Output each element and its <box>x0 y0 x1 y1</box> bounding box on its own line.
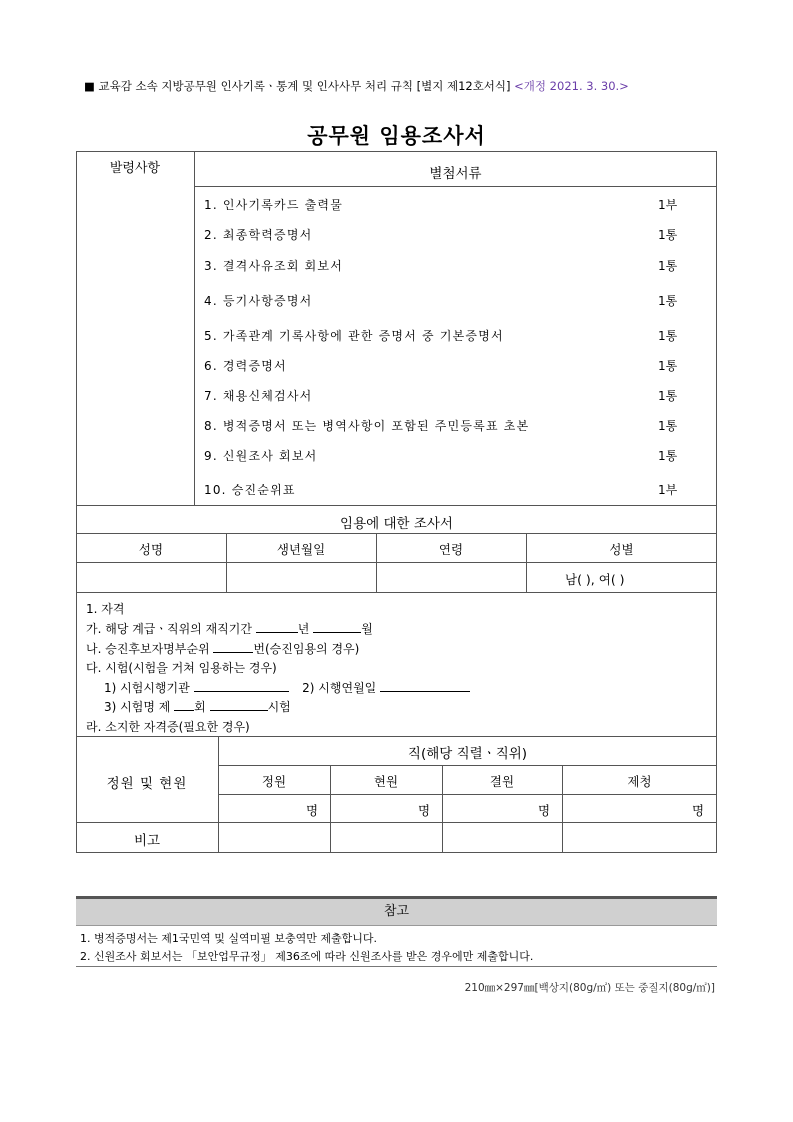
exam-suffix: 시험 <box>267 700 291 714</box>
document-item: 4. 등기사항증명서 <box>204 294 313 308</box>
document-qty: 1통 <box>658 359 678 373</box>
promotion-rank-suffix: 번(승진임용의 경우) <box>253 642 360 656</box>
exam-org-field[interactable] <box>194 680 289 692</box>
header-age: 연령 <box>438 542 464 557</box>
position-title: 직(해당 직렬ㆍ직위) <box>407 746 528 762</box>
divider <box>218 765 717 766</box>
document-qty: 1통 <box>658 294 678 308</box>
document-item: 10. 승진순위표 <box>204 483 296 497</box>
birthdate-field[interactable] <box>227 563 375 591</box>
divider <box>218 794 717 795</box>
exam-date-field[interactable] <box>380 680 470 692</box>
header-birthdate: 생년월일 <box>276 542 326 557</box>
divider <box>76 533 717 534</box>
quota-unit[interactable]: 명 <box>306 803 319 818</box>
exam-round-unit: 회 <box>194 700 206 714</box>
document-qty: 1부 <box>658 483 678 497</box>
divider <box>76 966 717 967</box>
form-header <box>84 78 629 94</box>
survey-title: 임용에 대한 조사서 <box>340 516 453 532</box>
divider <box>194 151 195 506</box>
exam-heading: 다. 시험(시험을 거쳐 임용하는 경우) <box>86 661 277 675</box>
revision-date: <개정 2021. 3. 30.> <box>514 79 629 93</box>
order-label: 발령사항 <box>109 161 161 176</box>
document-qty: 1통 <box>658 259 678 273</box>
document-qty: 1통 <box>658 329 678 343</box>
remarks-label: 비고 <box>133 833 161 849</box>
exam-date-label: 2) 시행연월일 <box>302 681 377 695</box>
paper-spec: 210㎜×297㎜[백상지(80g/㎡) 또는 중질지(80g/㎡)] <box>464 982 715 994</box>
header-current: 현원 <box>373 774 399 789</box>
qualification-heading: 1. 자격 <box>86 602 125 616</box>
recommend-unit[interactable]: 명 <box>692 803 705 818</box>
gender-field[interactable]: 남( ), 여( ) <box>565 572 625 587</box>
vacancy-unit[interactable]: 명 <box>538 803 551 818</box>
document-item: 5. 가족관계 기록사항에 관한 증명서 중 기본증명서 <box>204 329 504 343</box>
divider <box>76 592 717 593</box>
document-item: 8. 병적증명서 또는 병역사항이 포함된 주민등록표 초본 <box>204 419 530 433</box>
document-qty: 1통 <box>658 389 678 403</box>
age-field[interactable] <box>377 563 525 591</box>
divider <box>76 822 717 823</box>
tenure-label: 가. 해당 계급ㆍ직위의 재직기간 <box>86 622 252 636</box>
document-item: 6. 경력증명서 <box>204 359 287 373</box>
header-recommend: 제청 <box>627 774 652 789</box>
header-vacancy: 결원 <box>489 774 515 789</box>
tenure-line <box>86 620 373 637</box>
staffing-label: 정원 및 현원 <box>106 776 188 792</box>
exam-name-line <box>104 698 291 715</box>
document-qty: 1통 <box>658 419 678 433</box>
months-unit: 월 <box>361 622 373 636</box>
reference-item: 1. 병적증명서는 제1국민역 및 실역미필 보충역만 제출합니다. <box>80 932 377 945</box>
document-qty: 1부 <box>658 198 678 212</box>
document-item: 2. 최종학력증명서 <box>204 228 313 242</box>
document-item: 9. 신원조사 회보서 <box>204 449 318 463</box>
header-quota: 정원 <box>261 774 287 789</box>
exam-name-label: 3) 시험명 제 <box>104 700 171 714</box>
document-item: 7. 채용신체검사서 <box>204 389 313 403</box>
document-item: 3. 결격사유조회 회보서 <box>204 259 344 273</box>
document-qty: 1통 <box>658 449 678 463</box>
years-unit: 년 <box>297 622 310 636</box>
exam-round-field[interactable] <box>174 699 194 711</box>
promotion-rank-line <box>86 640 359 657</box>
attachments-label: 별첨서류 <box>429 166 482 182</box>
exam-org-label: 1) 시험시행기관 <box>104 681 190 695</box>
current-unit[interactable]: 명 <box>418 803 431 818</box>
tenure-months-field[interactable] <box>313 621 361 633</box>
exam-name-field[interactable] <box>210 699 268 711</box>
promotion-rank-field[interactable] <box>213 641 253 653</box>
reference-title: 참고 <box>76 899 717 925</box>
divider <box>194 186 717 187</box>
divider <box>76 925 717 926</box>
name-field[interactable] <box>77 563 225 591</box>
exam-org-line <box>104 679 470 696</box>
header-name: 성명 <box>138 542 164 557</box>
document-qty: 1통 <box>658 228 678 242</box>
promotion-rank-label: 나. 승진후보자명부순위 <box>86 642 210 656</box>
page-title: 공무원 임용조사서 <box>307 124 486 148</box>
header-text: ■ 교육감 소속 지방공무원 인사기록ㆍ통계 및 인사사무 처리 규칙 [별지 제12호서식] <box>84 79 511 93</box>
reference-item: 2. 신원조사 회보서는 「보안업무규정」 제36조에 따라 신원조사를 받은 경우에만 제출합니다. <box>80 950 534 963</box>
tenure-years-field[interactable] <box>256 621 298 633</box>
header-gender: 성별 <box>609 542 634 557</box>
license-line: 라. 소지한 자격증(필요한 경우) <box>86 720 250 734</box>
document-item: 1. 인사기록카드 출력물 <box>204 198 344 212</box>
